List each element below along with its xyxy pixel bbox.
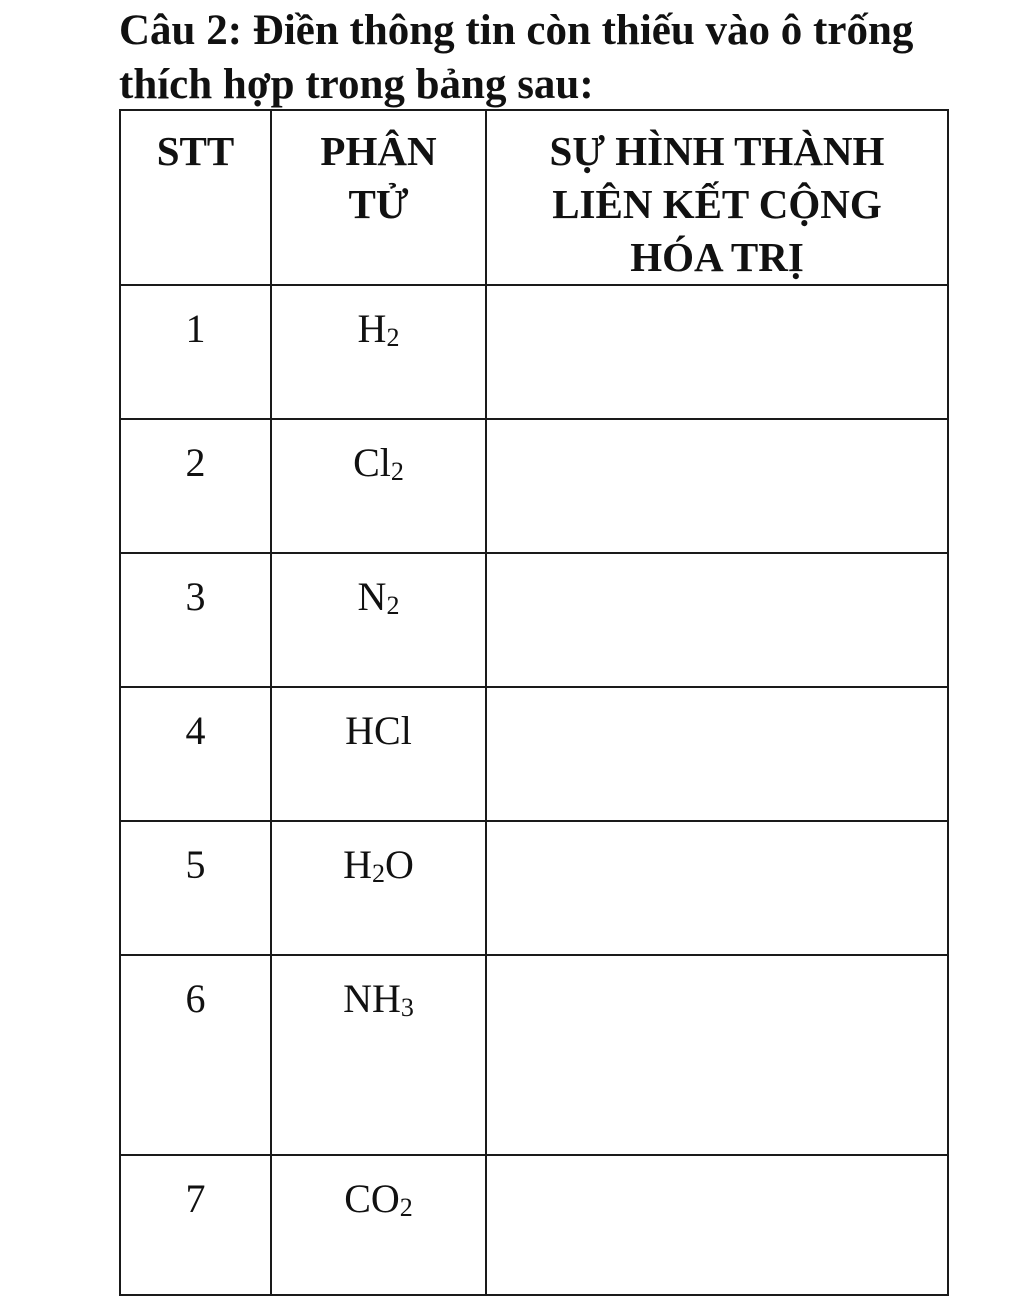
row-number: 1 bbox=[120, 285, 271, 419]
header-molecule-line-2: TỬ bbox=[348, 181, 409, 227]
molecule-formula: $H_2O$ bbox=[271, 821, 486, 955]
table-row bbox=[120, 285, 948, 419]
header-stt-label: STT bbox=[156, 128, 235, 174]
table-row bbox=[120, 1155, 948, 1295]
table-row bbox=[120, 419, 948, 553]
header-bond-formation bbox=[486, 110, 948, 285]
bond-formation-cell[interactable] bbox=[486, 285, 948, 419]
header-bond-line-1: SỰ HÌNH THÀNH bbox=[549, 128, 885, 174]
question-line-1: Câu 2: Điền thông tin còn thiếu vào ô trống bbox=[119, 7, 914, 54]
molecule-formula: $H_2$ bbox=[271, 285, 486, 419]
header-molecule bbox=[271, 110, 486, 285]
header-molecule-line-1: PHÂN bbox=[320, 128, 437, 174]
header-stt bbox=[120, 110, 271, 285]
row-number: 7 bbox=[120, 1155, 271, 1295]
bond-formation-cell[interactable] bbox=[486, 821, 948, 955]
table-row bbox=[120, 955, 948, 1155]
row-number: 3 bbox=[120, 553, 271, 687]
table-row bbox=[120, 553, 948, 687]
question-line-2: thích hợp trong bảng sau: bbox=[119, 61, 594, 108]
molecule-formula: $Cl_2$ bbox=[271, 419, 486, 553]
bond-formation-cell[interactable] bbox=[486, 419, 948, 553]
bond-formation-cell[interactable] bbox=[486, 1155, 948, 1295]
row-number: 5 bbox=[120, 821, 271, 955]
bond-formation-cell[interactable] bbox=[486, 955, 948, 1155]
bond-formation-cell[interactable] bbox=[486, 553, 948, 687]
header-bond-line-2: LIÊN KẾT CỘNG bbox=[552, 181, 882, 227]
row-number: 6 bbox=[120, 955, 271, 1155]
table-row bbox=[120, 687, 948, 821]
table-row bbox=[120, 821, 948, 955]
question-heading bbox=[119, 4, 959, 112]
bond-formation-cell[interactable] bbox=[486, 687, 948, 821]
covalent-bond-table bbox=[119, 109, 949, 1296]
header-bond-line-3: HÓA TRỊ bbox=[630, 234, 804, 280]
molecule-formula: $NH_3$ bbox=[271, 955, 486, 1155]
table-header-row bbox=[120, 110, 948, 285]
row-number: 2 bbox=[120, 419, 271, 553]
molecule-formula: $N_2$ bbox=[271, 553, 486, 687]
molecule-formula: HCl bbox=[271, 687, 486, 821]
row-number: 4 bbox=[120, 687, 271, 821]
molecule-formula: $CO_2$ bbox=[271, 1155, 486, 1295]
